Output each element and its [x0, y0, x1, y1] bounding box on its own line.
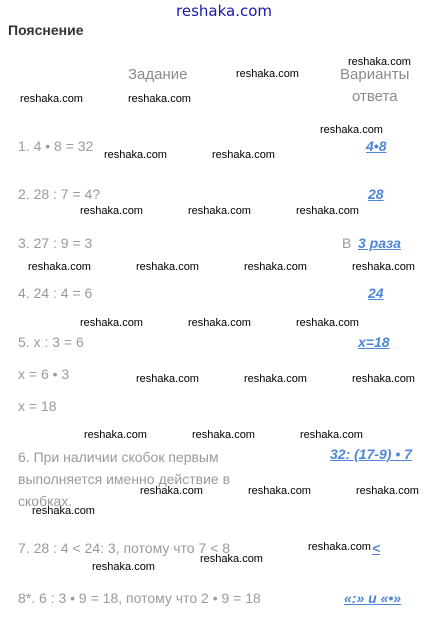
watermark: reshaka.com [28, 261, 91, 273]
task-7: 7. 28 : 4 < 24: 3, потому что 7 < 8 [18, 540, 230, 556]
task-8: 8*. 6 : 3 • 9 = 18, потому что 2 • 9 = 18 [18, 590, 261, 606]
page-title: Пояснение [8, 22, 84, 38]
watermark: reshaka.com [212, 149, 275, 161]
task-5-step-3: x = 18 [18, 398, 57, 414]
watermark: reshaka.com [296, 205, 359, 217]
watermark: reshaka.com [20, 93, 83, 105]
watermark: reshaka.com [352, 373, 415, 385]
watermark: reshaka.com [104, 149, 167, 161]
task-6: 6. При наличии скобок первым выполняется именно действие в скобках. [18, 449, 231, 509]
task-3: 3. 27 : 9 = 3 [18, 235, 93, 251]
watermark: reshaka.com [136, 261, 199, 273]
watermark: reshaka.com [308, 541, 371, 553]
answer-3-prefix: В [342, 235, 352, 251]
header-task: Задание [128, 66, 188, 83]
task-1: 1. 4 • 8 = 32 [18, 138, 94, 154]
watermark: reshaka.com [300, 429, 363, 441]
header-answer: ответа [352, 88, 398, 105]
task-4: 4. 24 : 4 = 6 [18, 285, 93, 301]
watermark: reshaka.com [356, 485, 419, 497]
watermark: reshaka.com [320, 124, 383, 136]
task-5: 5. x : 3 = 6 [18, 334, 84, 350]
watermark: reshaka.com [188, 205, 251, 217]
watermark: reshaka.com [80, 317, 143, 329]
task-5-step-2: x = 6 • 3 [18, 366, 70, 382]
watermark: reshaka.com [236, 68, 299, 80]
watermark: reshaka.com [244, 261, 307, 273]
watermark: reshaka.com [244, 373, 307, 385]
watermark: reshaka.com [80, 205, 143, 217]
answer-6[interactable]: 32: (17-9) • 7 [330, 446, 412, 462]
answer-2[interactable]: 28 [368, 186, 384, 202]
watermark: reshaka.com [348, 56, 411, 68]
watermark: reshaka.com [248, 485, 311, 497]
header-variants: Варианты [340, 66, 410, 83]
watermark: reshaka.com [128, 93, 191, 105]
answer-1[interactable]: 4•8 [366, 138, 387, 154]
watermark: reshaka.com [188, 317, 251, 329]
watermark: reshaka.com [352, 261, 415, 273]
answer-3[interactable]: 3 раза [358, 235, 401, 251]
watermark: reshaka.com [192, 429, 255, 441]
site-logo: reshaka.com [176, 2, 272, 20]
watermark: reshaka.com [92, 561, 155, 573]
watermark: reshaka.com [136, 373, 199, 385]
watermark: reshaka.com [32, 505, 95, 517]
answer-8[interactable]: «:» и «•» [344, 590, 402, 606]
watermark: reshaka.com [140, 485, 203, 497]
watermark: reshaka.com [84, 429, 147, 441]
answer-7[interactable]: < [372, 540, 381, 556]
answer-5[interactable]: x=18 [358, 334, 390, 350]
answer-4[interactable]: 24 [368, 285, 384, 301]
task-2: 2. 28 : 7 = 4? [18, 186, 101, 202]
watermark: reshaka.com [296, 317, 359, 329]
watermark: reshaka.com [200, 553, 263, 565]
